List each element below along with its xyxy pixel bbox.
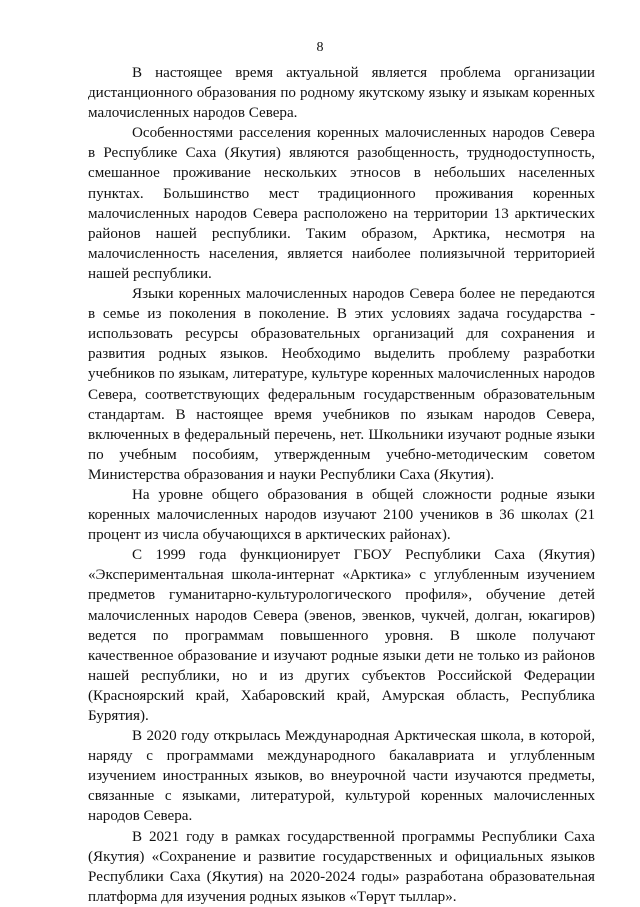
paragraph-7: В 2021 году в рамках государственной программы Республики Саха (Якутия) «Сохранение и развитие государственных и официальных языков Республики Саха (Якутия) на 2020-2024 годы» разработана образовательная платформа для изучения родных языков «Төрүт тыллар».	[88, 828, 595, 905]
paragraph-1: В настоящее время актуальной является проблема организации дистанционного образования по родному якутскому языку и языкам коренных малочисленных народов Севера.	[88, 65, 595, 122]
paragraph-5: С 1999 года функционирует ГБОУ Республики Саха (Якутия) «Экспериментальная школа-интернат «Арктика» с углубленным изучением предметов гуманитарно-культурологического профиля», обучение детей малочисленных народов Севера (эвенов, эвенков, чукчей, долган, юкагиров) ведется по программам повышенного уровня. В школе получают качественное образование и изучают родные языки дети не только из районов нашей республики, но и из других субъектов Российской Федерации (Красноярский край, Хабаровский край, Амурская область, Республика Бурятия).	[88, 547, 595, 724]
paragraph-3: Языки коренных малочисленных народов Севера более не передаются в семье из поколения в поколение. В этих условиях задача государства - использовать ресурсы образовательных организаций для сохранения и развития родных языков. Необходимо выделить проблему разработки учебников по языкам, литературе, культуре коренных малочисленных народов Севера, соответствующих федеральным государственным образовательным стандартам. В настоящее время учебников по языкам народов Севера, включенных в федеральный перечень, нет. Школьники изучают родные языки по учебным пособиям, утвержденным учебно-методическим советом Министерства образования и науки Республики Саха (Якутия).	[88, 286, 595, 483]
paragraph-2: Особенностями расселения коренных малочисленных народов Севера в Республике Саха (Якутия) являются разобщенность, труднодоступность, смешанное проживание нескольких этносов в небольших населенных пунктах. Большинство мест традиционного проживания коренных малочисленных народов Севера расположено на территории 13 арктических районов нашей республики. Таким образом, Арктика, несмотря на малочисленность населения, является наиболее полиязычной территорией нашей республики.	[88, 125, 595, 282]
paragraph-4: На уровне общего образования в общей сложности родные языки коренных малочисленных народов изучают 2100 учеников в 36 школах (21 процент из числа обучающихся в арктических районах).	[88, 486, 595, 544]
paragraph-6: В 2020 году открылась Международная Арктическая школа, в которой, наряду с программами международного бакалавриата и углубленным изучением иностранных языков, во внеурочной части изучаются предметы, связанные с языками, литературой, культурой коренных малочисленных народов Севера.	[88, 728, 595, 825]
page-number: 8	[316, 40, 324, 55]
body-text	[88, 63, 595, 907]
